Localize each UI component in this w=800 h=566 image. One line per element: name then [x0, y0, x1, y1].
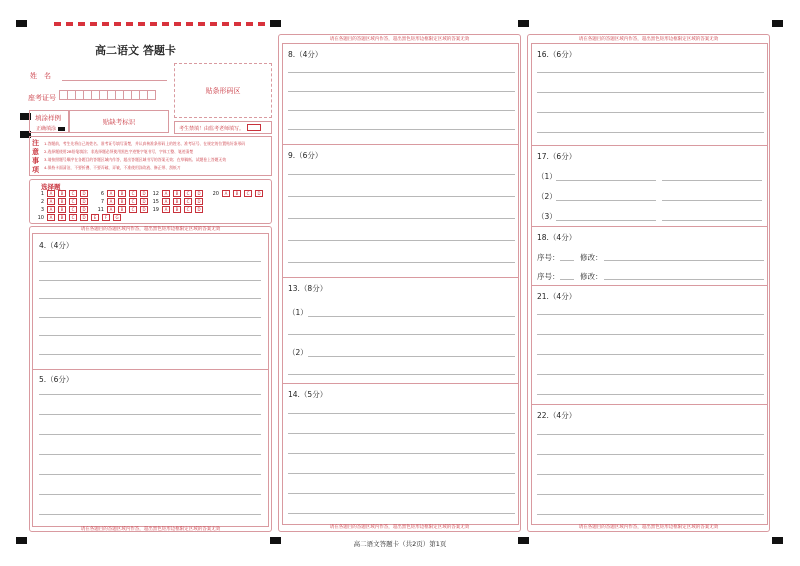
choice-number: 1 — [40, 190, 44, 197]
choice-question-12[interactable] — [149, 190, 206, 197]
choice-option-bubble[interactable]: A — [47, 206, 55, 213]
choice-number: 19 — [152, 206, 159, 213]
answer-box-q4-q5 — [32, 233, 269, 527]
registration-mark — [270, 20, 281, 27]
border-notice: 请在各题目的答题区域内作答，超出黑色矩形边框限定区域的答案无效 — [80, 227, 221, 232]
choice-option-bubble[interactable]: D — [80, 206, 88, 213]
choice-option-bubble[interactable]: D — [255, 190, 263, 197]
choice-option-bubble[interactable]: A — [162, 190, 170, 197]
choice-option-bubble[interactable]: C — [244, 190, 252, 197]
choice-number: 15 — [152, 198, 159, 205]
question-label: 9.（6分） — [288, 151, 323, 160]
choice-option-bubble[interactable]: A — [107, 198, 115, 205]
answer-area-middle — [278, 34, 521, 532]
choice-option-bubble[interactable]: B — [173, 198, 181, 205]
student-id-cells[interactable] — [59, 90, 155, 100]
question-label: 16.（6分） — [537, 50, 577, 59]
note-item: 4.保持卡面清洁，不要折叠、不要弄破、弄皱，不准使用涂改液、修正带、刮纸刀 — [44, 165, 181, 170]
absent-checkbox[interactable] — [247, 124, 261, 131]
choice-option-bubble[interactable]: A — [162, 198, 170, 205]
choice-question-19[interactable] — [149, 206, 206, 213]
note-item: 2.选择题使用2B铅笔填涂；非选择题必须使用黑色字迹签字笔书写，字体工整、笔迹清楚 — [44, 149, 194, 154]
choice-question-1[interactable] — [34, 190, 91, 197]
choice-title: 选择题 — [41, 183, 61, 191]
choice-option-bubble[interactable]: A — [162, 206, 170, 213]
notes-list — [44, 140, 270, 172]
choice-question-11[interactable] — [94, 206, 151, 213]
choice-option-bubble[interactable]: B — [58, 198, 66, 205]
choice-option-bubble[interactable]: C — [69, 206, 77, 213]
choice-option-bubble[interactable]: D — [195, 206, 203, 213]
choice-number: 7 — [100, 198, 104, 205]
choice-option-bubble[interactable]: C — [129, 206, 137, 213]
question-label: 18.（4分） — [537, 233, 577, 242]
absent-note: 考生禁填！由监考老师填写。 — [179, 126, 245, 132]
choice-question-15[interactable] — [149, 198, 206, 205]
choice-option-bubble[interactable]: B — [173, 206, 181, 213]
choice-option-bubble[interactable]: D — [195, 190, 203, 197]
seq-label: 序号： — [537, 253, 560, 262]
question-label: 4.（4分） — [39, 241, 74, 250]
answer-area-q4-q5 — [29, 226, 272, 532]
absent-note-box — [174, 121, 272, 134]
choice-number: 10 — [37, 214, 44, 221]
name-label: 姓 名 — [30, 72, 51, 80]
registration-mark — [772, 20, 783, 27]
choice-option-bubble[interactable]: C — [184, 190, 192, 197]
choice-number: 11 — [97, 206, 104, 213]
choice-option-bubble[interactable]: C — [69, 198, 77, 205]
registration-mark — [518, 20, 529, 27]
choice-grid[interactable] — [34, 190, 269, 223]
question-label: 14.（5分） — [288, 390, 328, 399]
fix-label: 修改： — [580, 272, 603, 281]
choice-panel — [29, 179, 272, 224]
choice-option-bubble[interactable]: A — [47, 190, 55, 197]
choice-question-7[interactable] — [94, 198, 151, 205]
notes-heading: 注 意 事 项 — [32, 139, 39, 174]
absent-mark-label: 贴缺考标识 — [102, 118, 136, 126]
choice-option-bubble[interactable]: A — [107, 206, 115, 213]
seq-label: 序号： — [537, 272, 560, 281]
answer-box-right — [531, 43, 768, 525]
choice-option-bubble[interactable]: C — [69, 190, 77, 197]
choice-option-bubble[interactable]: B — [58, 190, 66, 197]
choice-option-bubble[interactable]: F — [102, 214, 110, 221]
fill-sample-correct: 正确填涂 — [36, 125, 65, 132]
choice-option-bubble[interactable]: B — [118, 206, 126, 213]
student-id-label: 座考证号 — [28, 94, 56, 102]
choice-option-bubble[interactable]: B — [118, 198, 126, 205]
sub-question-label: （2） — [537, 192, 557, 201]
choice-question-2[interactable] — [34, 198, 91, 205]
choice-option-bubble[interactable]: C — [129, 198, 137, 205]
choice-option-bubble[interactable]: A — [222, 190, 230, 197]
choice-option-bubble[interactable]: D — [80, 198, 88, 205]
choice-option-bubble[interactable]: E — [91, 214, 99, 221]
choice-option-bubble[interactable]: D — [140, 206, 148, 213]
question-label: 8.（4分） — [288, 50, 323, 59]
choice-option-bubble[interactable]: D — [80, 190, 88, 197]
choice-option-bubble[interactable]: C — [69, 214, 77, 221]
fill-sample-label: 填涂样例 — [35, 114, 61, 122]
question-label: 22.（4分） — [537, 411, 577, 420]
choice-option-bubble[interactable]: A — [47, 198, 55, 205]
choice-option-bubble[interactable]: C — [184, 206, 192, 213]
choice-option-bubble[interactable]: A — [47, 214, 55, 221]
choice-option-bubble[interactable]: B — [58, 206, 66, 213]
sub-question-label: （3） — [537, 212, 557, 221]
sub-question-label: （1） — [537, 172, 557, 181]
top-dashed-rule — [54, 22, 267, 26]
choice-option-bubble[interactable]: B — [233, 190, 241, 197]
fill-sample-box — [29, 110, 69, 133]
question-label: 21.（4分） — [537, 292, 577, 301]
choice-number: 2 — [40, 198, 44, 205]
choice-question-10[interactable] — [34, 214, 124, 221]
registration-mark — [16, 20, 27, 27]
choice-option-bubble[interactable]: B — [118, 190, 126, 197]
question-label: 13.（8分） — [288, 284, 328, 293]
name-field[interactable] — [62, 80, 167, 81]
barcode-area — [174, 63, 272, 118]
border-notice: 请在各题目的答题区域内作答，超出黑色矩形边框限定区域的答案无效 — [329, 37, 470, 42]
choice-option-bubble[interactable]: D — [140, 190, 148, 197]
answer-box-middle — [282, 43, 519, 525]
choice-question-3[interactable] — [34, 206, 91, 213]
border-notice: 请在各题目的答题区域内作答，超出黑色矩形边框限定区域的答案无效 — [329, 525, 470, 530]
absent-mark-box — [69, 110, 169, 133]
question-label: 5.（6分） — [39, 375, 74, 384]
choice-number: 12 — [152, 190, 159, 197]
choice-question-6[interactable] — [94, 190, 151, 197]
note-item: 1.答题前，考生先将自己的姓名、准考证号填写清楚，并认真核准条形码上的姓名、准考证号、在规定的位置贴好条形码 — [44, 141, 246, 146]
sheet-title: 高二语文 答题卡 — [95, 44, 176, 57]
choice-number: 6 — [100, 190, 104, 197]
fix-label: 修改： — [580, 253, 603, 262]
barcode-label: 贴条形码区 — [205, 87, 241, 95]
question-label: 17.（6分） — [537, 152, 577, 161]
sub-question-label: （2） — [288, 348, 308, 357]
border-notice: 请在各题目的答题区域内作答，超出黑色矩形边框限定区域的答案无效 — [578, 525, 719, 530]
choice-option-bubble[interactable]: B — [58, 214, 66, 221]
page-footer: 高二语文答题卡（共2页）第1页 — [353, 540, 447, 548]
notes-box — [29, 136, 272, 176]
choice-option-bubble[interactable]: D — [140, 198, 148, 205]
border-notice: 请在各题目的答题区域内作答，超出黑色矩形边框限定区域的答案无效 — [578, 37, 719, 42]
choice-question-20[interactable] — [209, 190, 266, 197]
choice-option-bubble[interactable]: G — [113, 214, 121, 221]
border-notice: 请在各题目的答题区域内作答，超出黑色矩形边框限定区域的答案无效 — [80, 527, 221, 532]
note-item: 3.请按照题号顺序在各题目的答题区域内作答，超出答题区域书写的答案无效；在草稿纸、试题卷上答题无效 — [44, 157, 227, 162]
choice-number: 20 — [212, 190, 219, 197]
choice-option-bubble[interactable]: C — [184, 198, 192, 205]
choice-option-bubble[interactable]: D — [80, 214, 88, 221]
choice-option-bubble[interactable]: B — [173, 190, 181, 197]
choice-option-bubble[interactable]: D — [195, 198, 203, 205]
sub-question-label: （1） — [288, 308, 308, 317]
choice-option-bubble[interactable]: A — [107, 190, 115, 197]
answer-area-right — [527, 34, 770, 532]
choice-option-bubble[interactable]: C — [129, 190, 137, 197]
choice-number: 3 — [40, 206, 44, 213]
